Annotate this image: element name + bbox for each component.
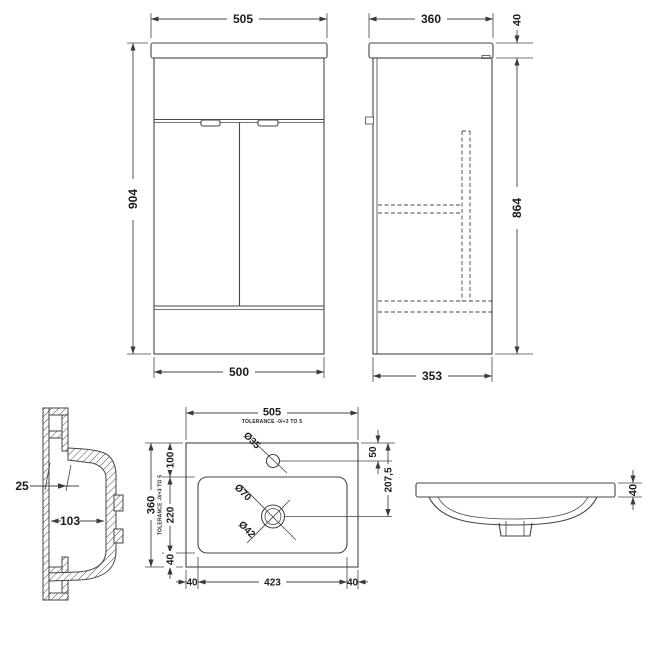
cabinet-side-view	[366, 12, 534, 383]
dim-label: 353	[421, 368, 443, 383]
bowl-outline-plan	[198, 477, 347, 553]
dim-label: 40	[511, 13, 524, 27]
dim-bowl-width: 423	[264, 577, 281, 589]
dim-front-height	[126, 43, 151, 354]
rail-outer	[43, 408, 49, 600]
basin-rim-front	[416, 483, 615, 497]
dim-label: 500	[228, 364, 250, 379]
dim-tap-diameter: Ø35	[240, 430, 263, 452]
dim-plan-back-offset	[162, 443, 195, 477]
worktop-side	[369, 43, 493, 58]
dim-side-depth-top	[369, 12, 493, 38]
basin-section-view	[15, 408, 123, 600]
dim-waste-inner-diameter: Ø42	[235, 519, 258, 541]
rail-top-rung	[49, 431, 62, 438]
dim-label: 207,5	[383, 467, 395, 493]
dim-label: 220	[165, 506, 177, 524]
dim-side-carcass-height	[495, 58, 533, 354]
dim-left-offset: 40	[186, 577, 198, 589]
dim-label: 25	[15, 478, 29, 493]
dim-label: 864	[509, 197, 524, 219]
dim-plan-width	[186, 407, 358, 440]
wall-bracket	[366, 117, 374, 124]
dim-plan-bowl-depth	[162, 477, 195, 553]
basin-plan-view	[145, 407, 395, 589]
basin-front-view	[416, 470, 642, 536]
dim-front-width-top	[151, 12, 327, 38]
worktop-front	[151, 43, 327, 58]
tap-hole	[267, 455, 280, 468]
dim-side-worktop-height	[496, 14, 533, 71]
dim-label: 360	[420, 11, 442, 26]
door-handle-left	[201, 120, 220, 126]
dim-plan-front-offset	[164, 541, 176, 579]
dim-basin-front-height	[618, 470, 642, 510]
cabinet-front-view	[126, 12, 327, 379]
rail-top-strip	[62, 415, 68, 451]
dim-label: 505	[232, 11, 254, 26]
bowl-inner-front	[438, 497, 588, 519]
tolerance-note-left: TOLERANCE -0/+3 TO 5	[157, 474, 164, 536]
dim-label: 40	[627, 483, 640, 497]
dim-label: 360	[145, 495, 158, 515]
dim-label: 50	[367, 446, 379, 458]
rail-bottom-cap	[49, 593, 68, 600]
cabinet-body-side	[373, 58, 492, 354]
dim-plan-bottom-row	[176, 557, 368, 589]
dim-label: 103	[59, 513, 81, 528]
overflow-stub-upper	[114, 495, 123, 511]
dim-section-bowl-depth	[51, 514, 104, 528]
overflow-stub-lower	[114, 529, 123, 543]
tolerance-note-top: TOLERANCE -0/+3 TO 5	[241, 419, 303, 425]
door-handle-right	[258, 120, 278, 126]
dim-label: 100	[165, 451, 177, 469]
dim-label: 904	[125, 188, 140, 210]
dim-waste-outer-diameter: Ø70	[231, 482, 254, 504]
rail-top-cap	[49, 408, 68, 415]
dim-plan-waste-centre	[382, 443, 394, 517]
dim-front-width-bottom	[154, 357, 324, 379]
dim-label: 505	[262, 406, 282, 419]
dim-label: 40	[165, 553, 177, 566]
dim-right-offset: 40	[346, 577, 359, 589]
dim-side-depth-bottom	[373, 357, 492, 383]
